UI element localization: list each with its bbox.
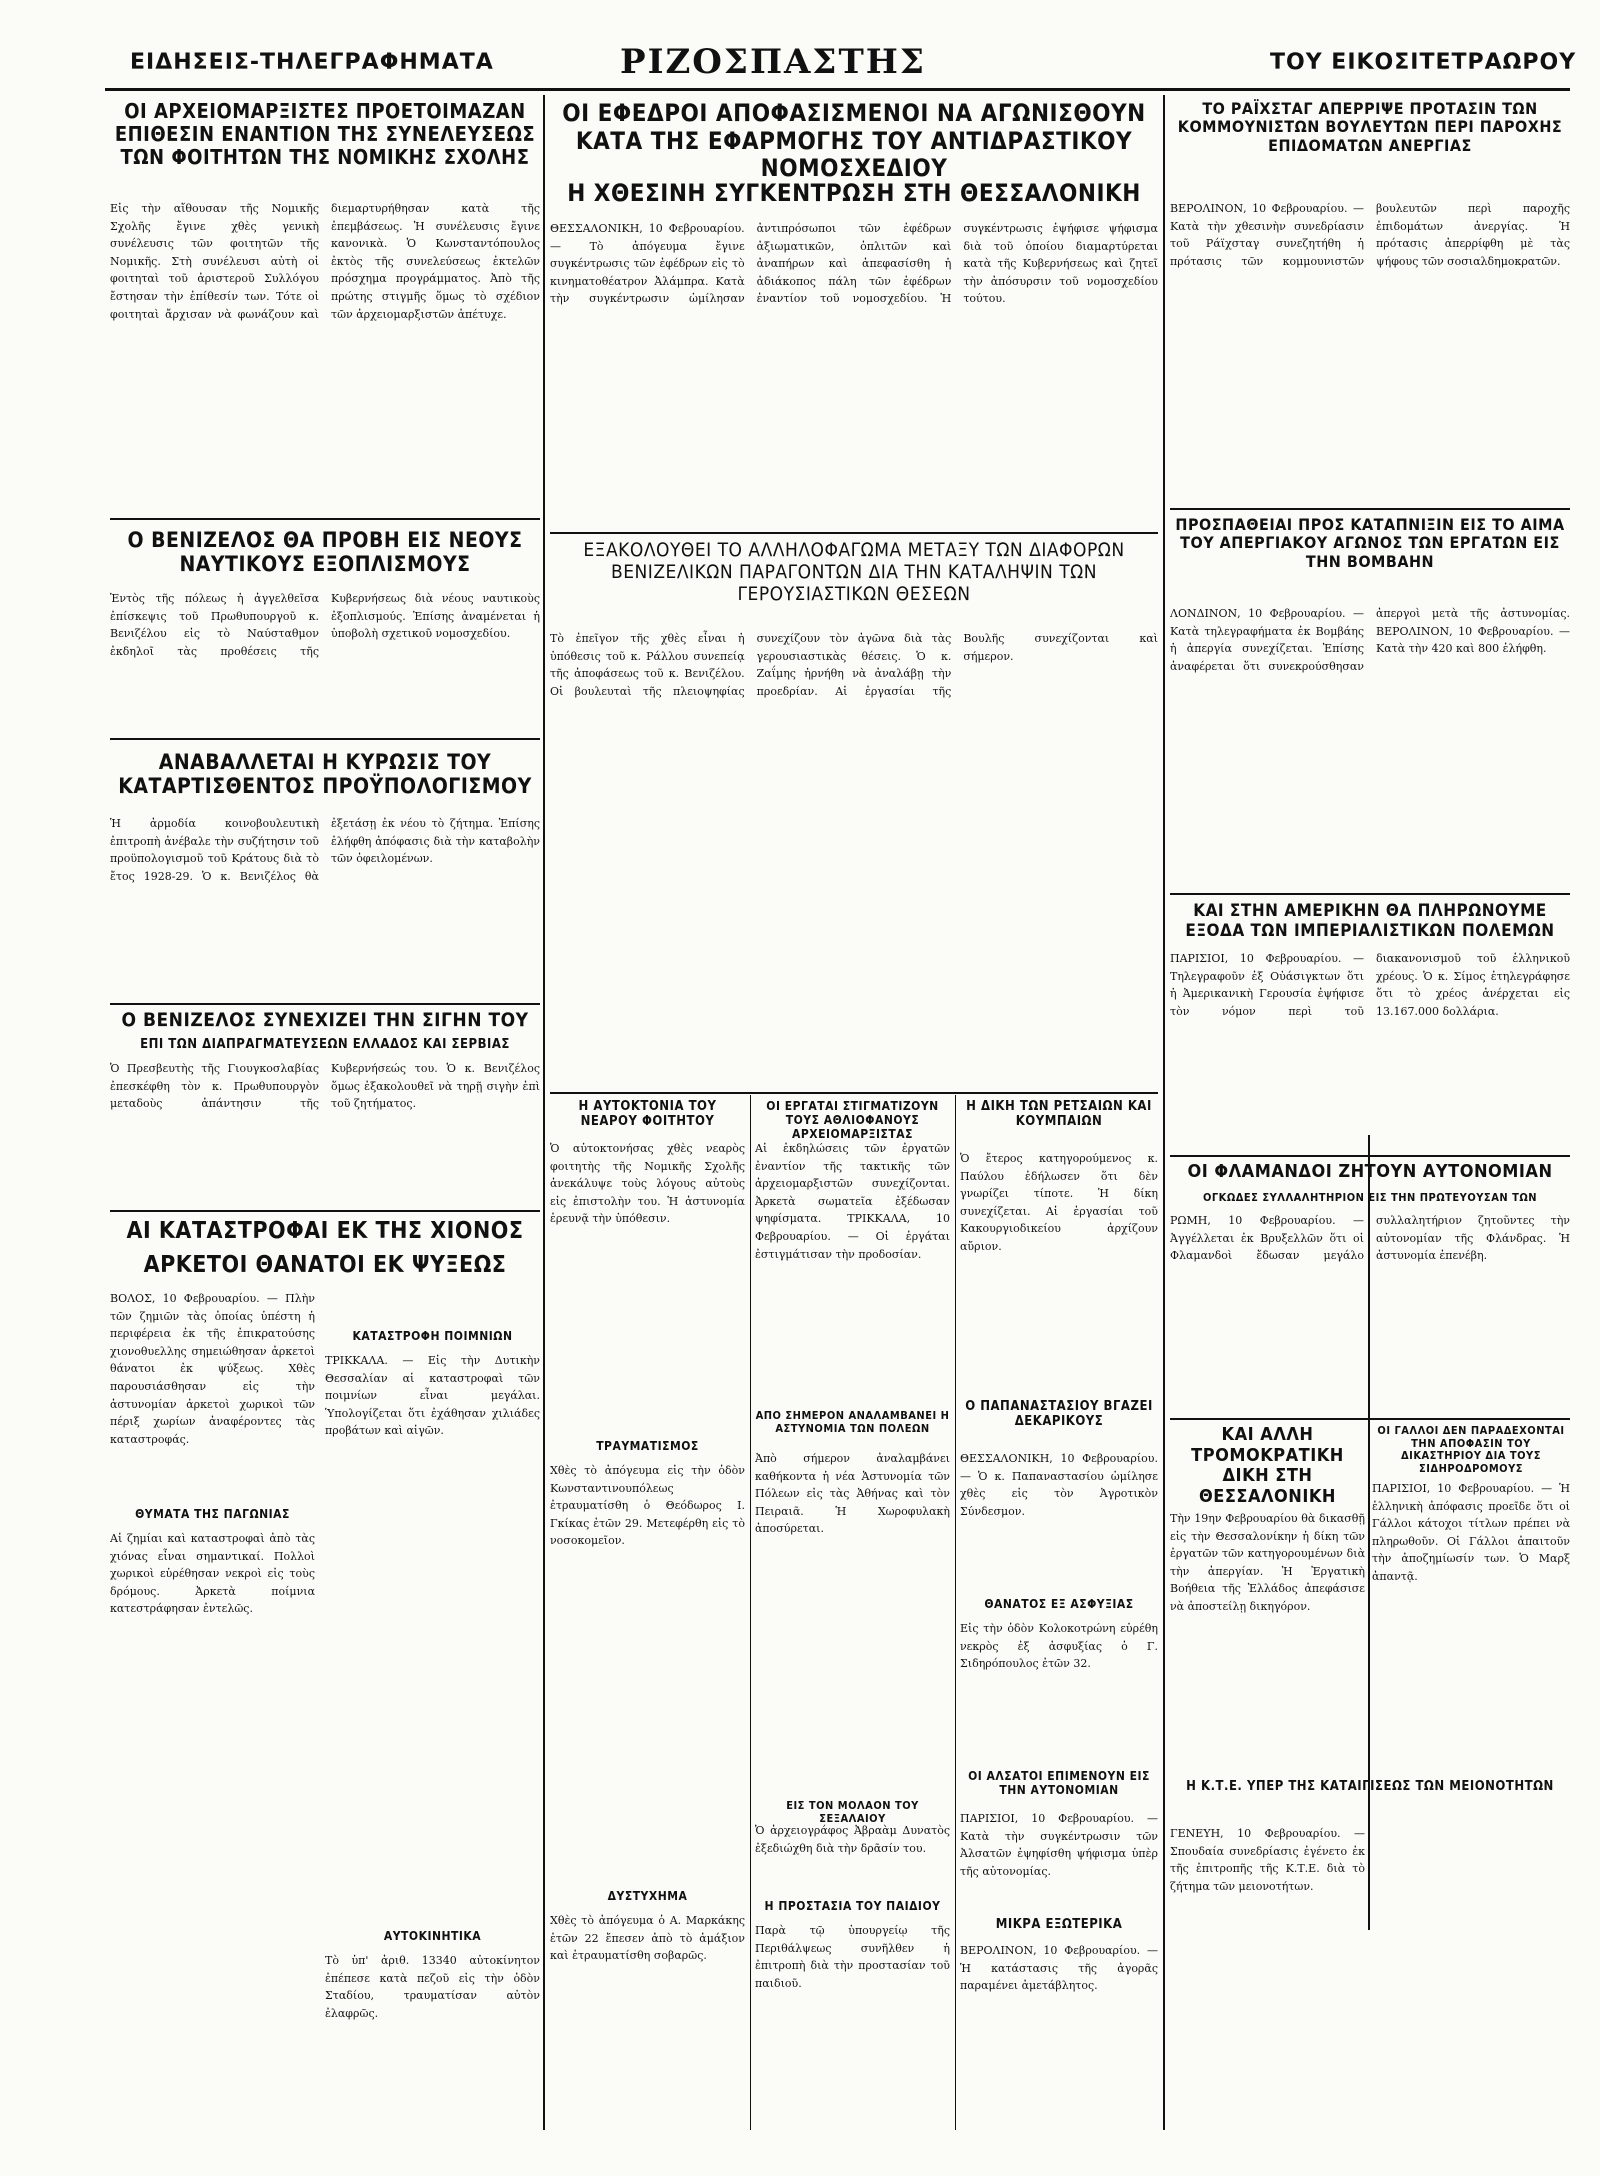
column-divider <box>543 95 545 2130</box>
masthead-title: ΡΙΖΟΣΠΑΣΤΗΣ <box>620 42 926 82</box>
article-body: ΡΩΜΗ, 10 Φεβρουαρίου. — Ἀγγέλλεται ἐκ Βρυξελλῶν ὅτι οἱ Φλαμανδοὶ ἔδωσαν μεγάλο συλλαλητήριον ζητοῦντες τὴν αὐτονομίαν τῆς Φλάνδρας. Ἡ ἀστυνομία ἐπενέβη. <box>1170 1214 1570 1263</box>
headline: ΤΡΑΥΜΑΤΙΣΜΟΣ <box>596 1439 699 1453</box>
headline: ΚΑΙ ΑΛΛΗ ΤΡΟΜΟΚΡΑΤΙΚΗ ΔΙΚΗ ΣΤΗ ΘΕΣΣΑΛΟΝΙΚΗ <box>1191 1424 1344 1508</box>
column-divider <box>1163 95 1165 2130</box>
headline: ΤΟ ΡΑΪΧΣΤΑΓ ΑΠΕΡΡΙΨΕ ΠΡΟΤΑΣΙΝ ΤΩΝ ΚΟΜΜΟΥΝΙΣΤΩΝ ΒΟΥΛΕΥΤΩΝ ΠΕΡΙ ΠΑΡΟΧΗΣ ΕΠΙΔΟΜΑΤΩΝ ΑΝΕΡΓΙΑΣ <box>1177 99 1563 155</box>
subheadline: Η ΧΘΕΣΙΝΗ ΣΥΓΚΕΝΤΡΩΣΗ ΣΤΗ ΘΕΣΣΑΛΟΝΙΚΗ <box>567 179 1141 207</box>
article-divider <box>110 518 540 520</box>
masthead-rule <box>105 88 1570 91</box>
article-body: ΠΑΡΙΣΙΟΙ, 10 Φεβρουαρίου. — Κατὰ τὴν συγκέντρωσιν τῶν Ἀλσατῶν ἐψηφίσθη ψήφισμα ὑπὲρ τῆς αὐτονομίας. <box>960 1812 1158 1878</box>
article-body: ΒΕΡΟΛΙΝΟΝ, 10 Φεβρουαρίου. — Κατὰ τὴν χθεσινὴν συνεδρίασιν τοῦ Ράϊχσταγ συνεζητήθη ἡ πρότασις τῶν κομμουνιστῶν βουλευτῶν περὶ παροχῆς ἐπιδομάτων ἀνεργίας. Ἡ πρότασις ἀπερρίφθη μὲ τὰς ψήφους τῶν σοσιαλδημοκρατῶν. <box>1170 202 1570 268</box>
headline: ΟΙ ΕΡΓΑΤΑΙ ΣΤΙΓΜΑΤΙΖΟΥΝ ΤΟΥΣ ΑΘΛΙΟΦΑΝΟΥΣ ΑΡΧΕΙΟΜΑΡΞΙΣΤΑΣ <box>766 1099 939 1141</box>
article-divider <box>110 738 540 740</box>
article-divider <box>550 532 1158 534</box>
headline: ΘΥΜΑΤΑ ΤΗΣ ΠΑΓΩΝΙΑΣ <box>135 1507 290 1521</box>
article-body: ΒΟΛΟΣ, 10 Φεβρουαρίου. — Πλὴν τῶν ζημιῶν τὰς ὁποίας ὑπέστη ἡ περιφέρεια ἐκ τῆς ἐπικρατούσης χιονοθυελλης σημειώθησαν ἀρκετοὶ θάνατοι ἐκ ψύξεως. Χθὲς παρουσιάσθησαν εἰς τὴν ἀστυνομίαν ἀρκετοὶ χωρικοὶ τῶν πέριξ χωρίων ἀναφέροντες τὰς καταστροφάς. <box>110 1292 315 1446</box>
headline: ΟΙ ΑΛΣΑΤΟΙ ΕΠΙΜΕΝΟΥΝ ΕΙΣ ΤΗΝ ΑΥΤΟΝΟΜΙΑΝ <box>968 1769 1150 1797</box>
headline: Η ΑΥΤΟΚΤΟΝΙΑ ΤΟΥ ΝΕΑΡΟΥ ΦΟΙΤΗΤΟΥ <box>578 1099 717 1129</box>
headline: ΚΑΙ ΣΤΗΝ ΑΜΕΡΙΚΗΝ ΘΑ ΠΛΗΡΩΝΟΥΜΕ ΕΞΟΔΑ ΤΩΝ ΙΜΠΕΡΙΑΛΙΣΤΙΚΩΝ ΠΟΛΕΜΩΝ <box>1185 901 1555 941</box>
article-body: Αἱ ζημίαι καὶ καταστροφαὶ ἀπὸ τὰς χιόνας εἶναι σημαντικαί. Πολλοὶ χωρικοὶ εὑρέθησαν νεκροὶ εἰς τοὺς δρόμους. Ἀρκετὰ ποίμνια κατεστράφησαν ἐντελῶς. <box>110 1532 315 1616</box>
article-body: Ὁ Πρεσβευτὴς τῆς Γιουγκοσλαβίας ἐπεσκέφθη τὸν κ. Πρωθυπουργὸν μεταδοὺς ἀπάντησιν τῆς Κυβερνήσεώς του. Ὁ κ. Βενιζέλος ὅμως ἐξακολουθεῖ νὰ τηρῇ σιγὴν ἐπὶ τοῦ ζητήματος. <box>110 1062 540 1111</box>
article-body: Ἡ ἀρμοδία κοινοβουλευτικὴ ἐπιτροπὴ ἀνέβαλε τὴν συζήτησιν τοῦ προϋπολογισμοῦ τοῦ Κράτους διὰ τὸ ἔτος 1928-29. Ὁ κ. Βενιζέλος θὰ ἐξετάσῃ ἐκ νέου τὸ ζήτημα. Ἐπίσης ἐλήφθη ἀπόφασις διὰ τὴν καταβολὴν τῶν ὀφειλομένων. <box>110 817 540 883</box>
headline: Ο ΒΕΝΙΖΕΛΟΣ ΘΑ ΠΡΟΒΗ ΕΙΣ ΝΕΟΥΣ ΝΑΥΤΙΚΟΥΣ ΕΞΟΠΛΙΣΜΟΥΣ <box>127 528 523 577</box>
article-body: Τὸ ἐπεῖγον τῆς χθὲς εἶναι ἡ ὑπόθεσις τοῦ κ. Ράλλου συνεπείᾳ τῆς ἀποφάσεως τοῦ κ. Βενιζέλου. Οἱ βουλευταὶ τῆς πλειοψηφίας συνεχίζουν τὸν ἀγῶνα διὰ τὰς γερουσιαστικὰς θέσεις. Ὁ κ. Ζαΐμης ἠρνήθη νὰ ἀναλάβῃ τὴν προεδρίαν. Αἱ ἐργασίαι τῆς Βουλῆς συνεχίζονται καὶ σήμερον. <box>550 632 1158 698</box>
article-body: Ἀπὸ σήμερον ἀναλαμβάνει καθήκοντα ἡ νέα Ἀστυνομία τῶν Πόλεων εἰς τὰς Ἀθήνας καὶ τὸν Πειραιᾶ. Ἡ Χωροφυλακὴ ἀποσύρεται. <box>755 1452 950 1536</box>
article-divider <box>110 1210 540 1212</box>
masthead-left: ΕΙΔΗΣΕΙΣ-ΤΗΛΕΓΡΑΦΗΜΑΤΑ <box>130 50 494 75</box>
article-body: Τὴν 19ην Φεβρουαρίου θὰ δικασθῇ εἰς τὴν Θεσσαλονίκην ἡ δίκη τῶν ἐργατῶν τῶν κατηγορουμένων διὰ τὴν ἀπεργίαν. Ἡ Ἐργατικὴ Βοήθεια τῆς Ἑλλάδος ἀπεφάσισε νὰ ἀποστείλῃ δικηγόρον. <box>1170 1512 1365 1613</box>
headline: ΑΙ ΚΑΤΑΣΤΡΟΦΑΙ ΕΚ ΤΗΣ ΧΙΟΝΟΣ <box>126 1218 524 1244</box>
headline: Ο ΠΑΠΑΝΑΣΤΑΣΙΟΥ ΒΓΑΖΕΙ ΔΕΚΑΡΙΚΟΥΣ <box>965 1399 1153 1429</box>
article-body: ΓΕΝΕΥΗ, 10 Φεβρουαρίου. — Σπουδαία συνεδρίασις ἐγένετο ἐκ τῆς ἐπιτροπῆς τῆς Κ.Τ.Ε. διὰ τὸ ζήτημα τῶν μειονοτήτων. <box>1170 1827 1365 1893</box>
headline: Η ΠΡΟΣΤΑΣΙΑ ΤΟΥ ΠΑΙΔΙΟΥ <box>764 1899 941 1913</box>
article-divider <box>1170 893 1570 895</box>
headline: ΠΡΟΣΠΑΘΕΙΑΙ ΠΡΟΣ ΚΑΤΑΠΝΙΞΙΝ ΕΙΣ ΤΟ ΑΙΜΑ ΤΟΥ ΑΠΕΡΓΙΑΚΟΥ ΑΓΩΝΟΣ ΤΩΝ ΕΡΓΑΤΩΝ ΕΙΣ ΤΗΝ ΒΟΜΒΑΗΝ <box>1175 515 1565 571</box>
headline: Η Κ.Τ.Ε. ΥΠΕΡ ΤΗΣ ΚΑΤΑΙΓΙΣΕΩΣ ΤΩΝ ΜΕΙΟΝΟΤΗΤΩΝ <box>1186 1779 1554 1794</box>
article-body: ΘΕΣΣΑΛΟΝΙΚΗ, 10 Φεβρουαρίου. — Ὁ κ. Παπαναστασίου ὡμίλησε χθὲς εἰς τὸν Ἀγροτικὸν Σύνδεσμον. <box>960 1452 1158 1518</box>
article-body: Ὁ αὐτοκτονήσας χθὲς νεαρὸς φοιτητὴς τῆς Νομικῆς Σχολῆς ἀνεκάλυψε τοὺς λόγους αὐτοὺς εἰς ἐπιστολὴν του. Ἡ ἀστυνομία ἐρευνᾷ τὴν ὑπόθεσιν. <box>550 1142 745 1226</box>
subheadline: ΕΠΙ ΤΩΝ ΔΙΑΠΡΑΓΜΑΤΕΥΣΕΩΝ ΕΛΛΑΔΟΣ ΚΑΙ ΣΕΡΒΙΑΣ <box>140 1037 510 1052</box>
headline: ΔΥΣΤΥΧΗΜΑ <box>607 1889 688 1903</box>
headline: Ο ΒΕΝΙΖΕΛΟΣ ΣΥΝΕΧΙΖΕΙ ΤΗΝ ΣΙΓΗΝ ΤΟΥ <box>121 1009 529 1031</box>
headline: ΟΙ ΓΑΛΛΟΙ ΔΕΝ ΠΑΡΑΔΕΧΟΝΤΑΙ ΤΗΝ ΑΠΟΦΑΣΙΝ ΤΟΥ ΔΙΚΑΣΤΗΡΙΟΥ ΔΙΑ ΤΟΥΣ ΣΙΔΗΡΟΔΡΟΜΟΥΣ <box>1377 1424 1565 1475</box>
article-body: Τὸ ὑπ' ἀριθ. 13340 αὐτοκίνητον ἐπέπεσε κατὰ πεζοῦ εἰς τὴν ὁδὸν Σταδίου, τραυματίσαν αὐτὸν ἐλαφρῶς. <box>325 1954 540 2020</box>
masthead <box>0 0 1600 95</box>
article-body: ΠΑΡΙΣΙΟΙ, 10 Φεβρουαρίου. — Ἡ ἑλληνικὴ ἀπόφασις προεῖδε ὅτι οἱ Γάλλοι κάτοχοι τίτλων πρέπει νὰ πληρωθοῦν. Οἱ Γάλλοι ἀπαιτοῦν τὴν ἀποζημίωσίν των. Ὁ Μαρξ ἀπαντᾷ. <box>1372 1482 1570 1583</box>
article-body: Εἰς τὴν αἴθουσαν τῆς Νομικῆς Σχολῆς ἔγινε χθὲς γενικὴ συνέλευσις τῶν φοιτητῶν τῆς Νομικῆς. Στὴ συνέλευσι αὐτὴ οἱ φοιτηταὶ τοῦ ἀριστεροῦ Συλλόγου ἔστησαν τὴν ἐπίθεσίν των. Τότε οἱ φοιτηταὶ ἄρχισαν νὰ φωνάζουν καὶ διεμαρτυρήθησαν κατὰ τῆς ἐπεμβάσεως. Ἡ συνέλευσις ἔγινε κανονικὰ. Ὁ Κωνσταντόπουλος ἐκτὸς τῆς συνελεύσεως ἐκτελῶν πρόσχημα προγράμματος. Ἀπὸ τῆς πρώτης στιγμῆς ὅμως τὸ σχέδιον τῶν ἀρχειομαρξιστῶν ἀπέτυχε. <box>110 202 540 321</box>
headline: ΚΑΤΑΣΤΡΟΦΗ ΠΟΙΜΝΙΩΝ <box>352 1329 513 1343</box>
article-body: Εἰς τὴν ὁδὸν Κολοκοτρώνη εὑρέθη νεκρὸς ἐξ ἀσφυξίας ὁ Γ. Σιδηρόπουλος ἐτῶν 32. <box>960 1622 1158 1671</box>
masthead-right: ΤΟΥ ΕΙΚΟΣΙΤΕΤΡΑΩΡΟΥ <box>1270 50 1577 75</box>
article-divider <box>1170 1418 1570 1420</box>
article-body: ΤΡΙΚΚΑΛΑ. — Εἰς τὴν Δυτικὴν Θεσσαλίαν αἱ καταστροφαὶ τῶν ποιμνίων εἶναι μεγάλαι. Ὑπολογίζεται ὅτι ἐχάθησαν χιλιάδες προβάτων καὶ αἰγῶν. <box>325 1354 540 1438</box>
subheadline: ΑΡΚΕΤΟΙ ΘΑΝΑΤΟΙ ΕΚ ΨΥΞΕΩΣ <box>143 1252 507 1278</box>
article-body: Παρὰ τῷ ὑπουργείῳ τῆς Περιθάλψεως συνῆλθεν ἡ ἐπιτροπὴ διὰ τὴν προστασίαν τοῦ παιδιοῦ. <box>755 1924 950 1990</box>
article-body: ΛΟΝΔΙΝΟΝ, 10 Φεβρουαρίου. — Κατὰ τηλεγραφήματα ἐκ Βομβάης ἡ ἀπεργία συνεχίζεται. Ἐπίσης ἀναφέρεται ὅτι συνεκρούσθησαν ἀπεργοὶ μετὰ τῆς ἀστυνομίας. ΒΕΡΟΛΙΝΟΝ, 10 Φεβρουαρίου. — Κατὰ τὴν 420 καὶ 800 ἐλήφθη. <box>1170 607 1570 673</box>
column-divider <box>955 1095 956 2130</box>
headline: ΘΑΝΑΤΟΣ ΕΞ ΑΣΦΥΞΙΑΣ <box>984 1597 1134 1611</box>
headline: Η ΔΙΚΗ ΤΩΝ ΡΕΤΣΑΙΩΝ ΚΑΙ ΚΟΥΜΠΑΙΩΝ <box>966 1099 1152 1129</box>
article-body: Χθὲς τὸ ἀπόγευμα εἰς τὴν ὁδὸν Κωνσταντινουπόλεως ἐτραυματίσθη ὁ Θεόδωρος Ι. Γκίκας ἐτῶν 29. Μετεφέρθη εἰς τὸ νοσοκομεῖον. <box>550 1464 745 1548</box>
headline: ΜΙΚΡΑ ΕΞΩΤΕΡΙΚΑ <box>995 1917 1123 1932</box>
article-body: ΒΕΡΟΛΙΝΟΝ, 10 Φεβρουαρίου. — Ἡ κατάστασις τῆς ἀγορᾶς παραμένει ἀμετάβλητος. <box>960 1944 1158 1993</box>
article-divider <box>110 1003 540 1005</box>
article-body: Ἐντὸς τῆς πόλεως ἡ ἀγγελθεῖσα ἐπίσκεψις τοῦ Πρωθυπουργοῦ κ. Βενιζέλου εἰς τὸ Ναύσταθμον ἐκδηλοῖ τὰς προθέσεις τῆς Κυβερνήσεως διὰ νέους ναυτικοὺς ἐξοπλισμούς. Ἐπίσης ἀναμένεται ἡ ὑποβολὴ σχετικοῦ νομοσχεδίου. <box>110 592 540 658</box>
headline: ΑΠΟ ΣΗΜΕΡΟΝ ΑΝΑΛΑΜΒΑΝΕΙ Η ΑΣΤΥΝΟΜΙΑ ΤΩΝ ΠΟΛΕΩΝ <box>755 1409 950 1435</box>
headline: ΟΙ ΕΦΕΔΡΟΙ ΑΠΟΦΑΣΙΣΜΕΝΟΙ ΝΑ ΑΓΩΝΙΣΘΟΥΝ ΚΑΤΑ ΤΗΣ ΕΦΑΡΜΟΓΗΣ ΤΟΥ ΑΝΤΙΔΡΑΣΤΙΚΟΥ ΝΟΜΟΣΧΕΔΙΟΥ <box>562 99 1146 183</box>
article-body: ΘΕΣΣΑΛΟΝΙΚΗ, 10 Φεβρουαρίου. — Τὸ ἀπόγευμα ἔγινε συγκέντρωσις τῶν ἐφέδρων εἰς τὸ κινηματοθέατρον Ἀλάμπρα. Κατὰ τὴν συγκέντρωσιν ὡμίλησαν ἀντιπρόσωποι τῶν ἐφέδρων ἀξιωματικῶν, ὁπλιτῶν καὶ ἀναπήρων καὶ ἀπεφασίσθη ἡ ἀδιάκοπος πάλη τῶν ἐφέδρων ἐναντίον τοῦ νομοσχεδίου. Ἡ συγκέντρωσις ἐψήφισε ψήφισμα διὰ τοῦ ὁποίου διαμαρτύρεται κατὰ τῆς Κυβερνήσεως καὶ ζητεῖ τὴν ἀπόσυρσιν τοῦ νομοσχεδίου τούτου. <box>550 222 1158 306</box>
article-body: Ὁ ἔτερος κατηγορούμενος κ. Παύλου ἐδήλωσεν ὅτι δὲν γνωρίζει τίποτε. Ἡ δίκη συνεχίζεται. Αἱ ἐργασίαι τοῦ Κακουργιοδικείου ἀρχίζουν αὔριον. <box>960 1152 1158 1253</box>
article-body: ΠΑΡΙΣΙΟΙ, 10 Φεβρουαρίου. — Τηλεγραφοῦν ἐξ Οὐάσιγκτων ὅτι ἡ Ἀμερικανικὴ Γερουσία ἐψήφισε τὸν νόμον περὶ τοῦ διακανονισμοῦ τοῦ ἑλληνικοῦ χρέους. Ὁ κ. Σίμος ἐτηλεγράφησε ὅτι τὸ χρέος ἀνέρχεται εἰς 13.167.000 δολλάρια. <box>1170 952 1570 1018</box>
headline: ΑΥΤΟΚΙΝΗΤΙΚΑ <box>383 1929 482 1943</box>
headline: ΑΝΑΒΑΛΛΕΤΑΙ Η ΚΥΡΩΣΙΣ ΤΟΥ ΚΑΤΑΡΤΙΣΘΕΝΤΟΣ ΠΡΟΫΠΟΛΟΓΙΣΜΟΥ <box>118 750 532 799</box>
article-body: Χθὲς τὸ ἀπόγευμα ὁ Α. Μαρκάκης ἐτῶν 22 ἔπεσεν ἀπὸ τὸ ἀμάξιον καὶ ἐτραυματίσθη σοβαρῶς. <box>550 1914 745 1963</box>
article-divider <box>1170 1155 1570 1157</box>
article-divider <box>550 1092 1158 1094</box>
headline: ΕΞΑΚΟΛΟΥΘΕΙ ΤΟ ΑΛΛΗΛΟΦΑΓΩΜΑ ΜΕΤΑΞΥ ΤΩΝ ΔΙΑΦΟΡΩΝ ΒΕΝΙΖΕΛΙΚΩΝ ΠΑΡΑΓΟΝΤΩΝ ΔΙΑ ΤΗΝ ΚΑΤΑΛΗΨΙΝ ΤΩΝ ΓΕΡΟΥΣΙΑΣΤΙΚΩΝ ΘΕΣΕΩΝ <box>583 539 1125 605</box>
headline: ΕΙΣ ΤΟΝ ΜΟΛΑΟΝ ΤΟΥ ΣΕΞΑΛΑΙΟΥ <box>786 1799 919 1825</box>
article-body: Ὁ ἀρχειογράφος Ἀβραὰμ Δυνατὸς ἐξεδιώχθη διὰ τὴν δρᾶσίν του. <box>755 1824 950 1855</box>
article-body: Αἱ ἐκδηλώσεις τῶν ἐργατῶν ἐναντίον τῆς τακτικῆς τῶν ἀρχειομαρξιστῶν συνεχίζονται. Ἀρκετὰ σωματεῖα ἐξέδωσαν ψηφίσματα. ΤΡΙΚΚΑΛΑ, 10 Φεβρουαρίου. — Οἱ ἐργάται ἐστιγμάτισαν τὴν προδοσίαν. <box>755 1142 950 1261</box>
headline: ΟΙ ΑΡΧΕΙΟΜΑΡΞΙΣΤΕΣ ΠΡΟΕΤΟΙΜΑΖΑΝ ΕΠΙΘΕΣΙΝ ΕΝΑΝΤΙΟΝ ΤΗΣ ΣΥΝΕΛΕΥΣΕΩΣ ΤΩΝ ΦΟΙΤΗΤΩΝ ΤΗΣ ΝΟΜΙΚΗΣ ΣΧΟΛΗΣ <box>114 99 536 169</box>
subheadline: ΟΓΚΩΔΕΣ ΣΥΛΛΑΛΗΤΗΡΙΟΝ ΕΙΣ ΤΗΝ ΠΡΩΤΕΥΟΥΣΑΝ ΤΩΝ <box>1202 1191 1538 1204</box>
headline: ΟΙ ΦΛΑΜΑΝΔΟΙ ΖΗΤΟΥΝ ΑΥΤΟΝΟΜΙΑΝ <box>1187 1161 1553 1182</box>
column-divider <box>750 1095 751 2130</box>
article-divider <box>1170 508 1570 510</box>
